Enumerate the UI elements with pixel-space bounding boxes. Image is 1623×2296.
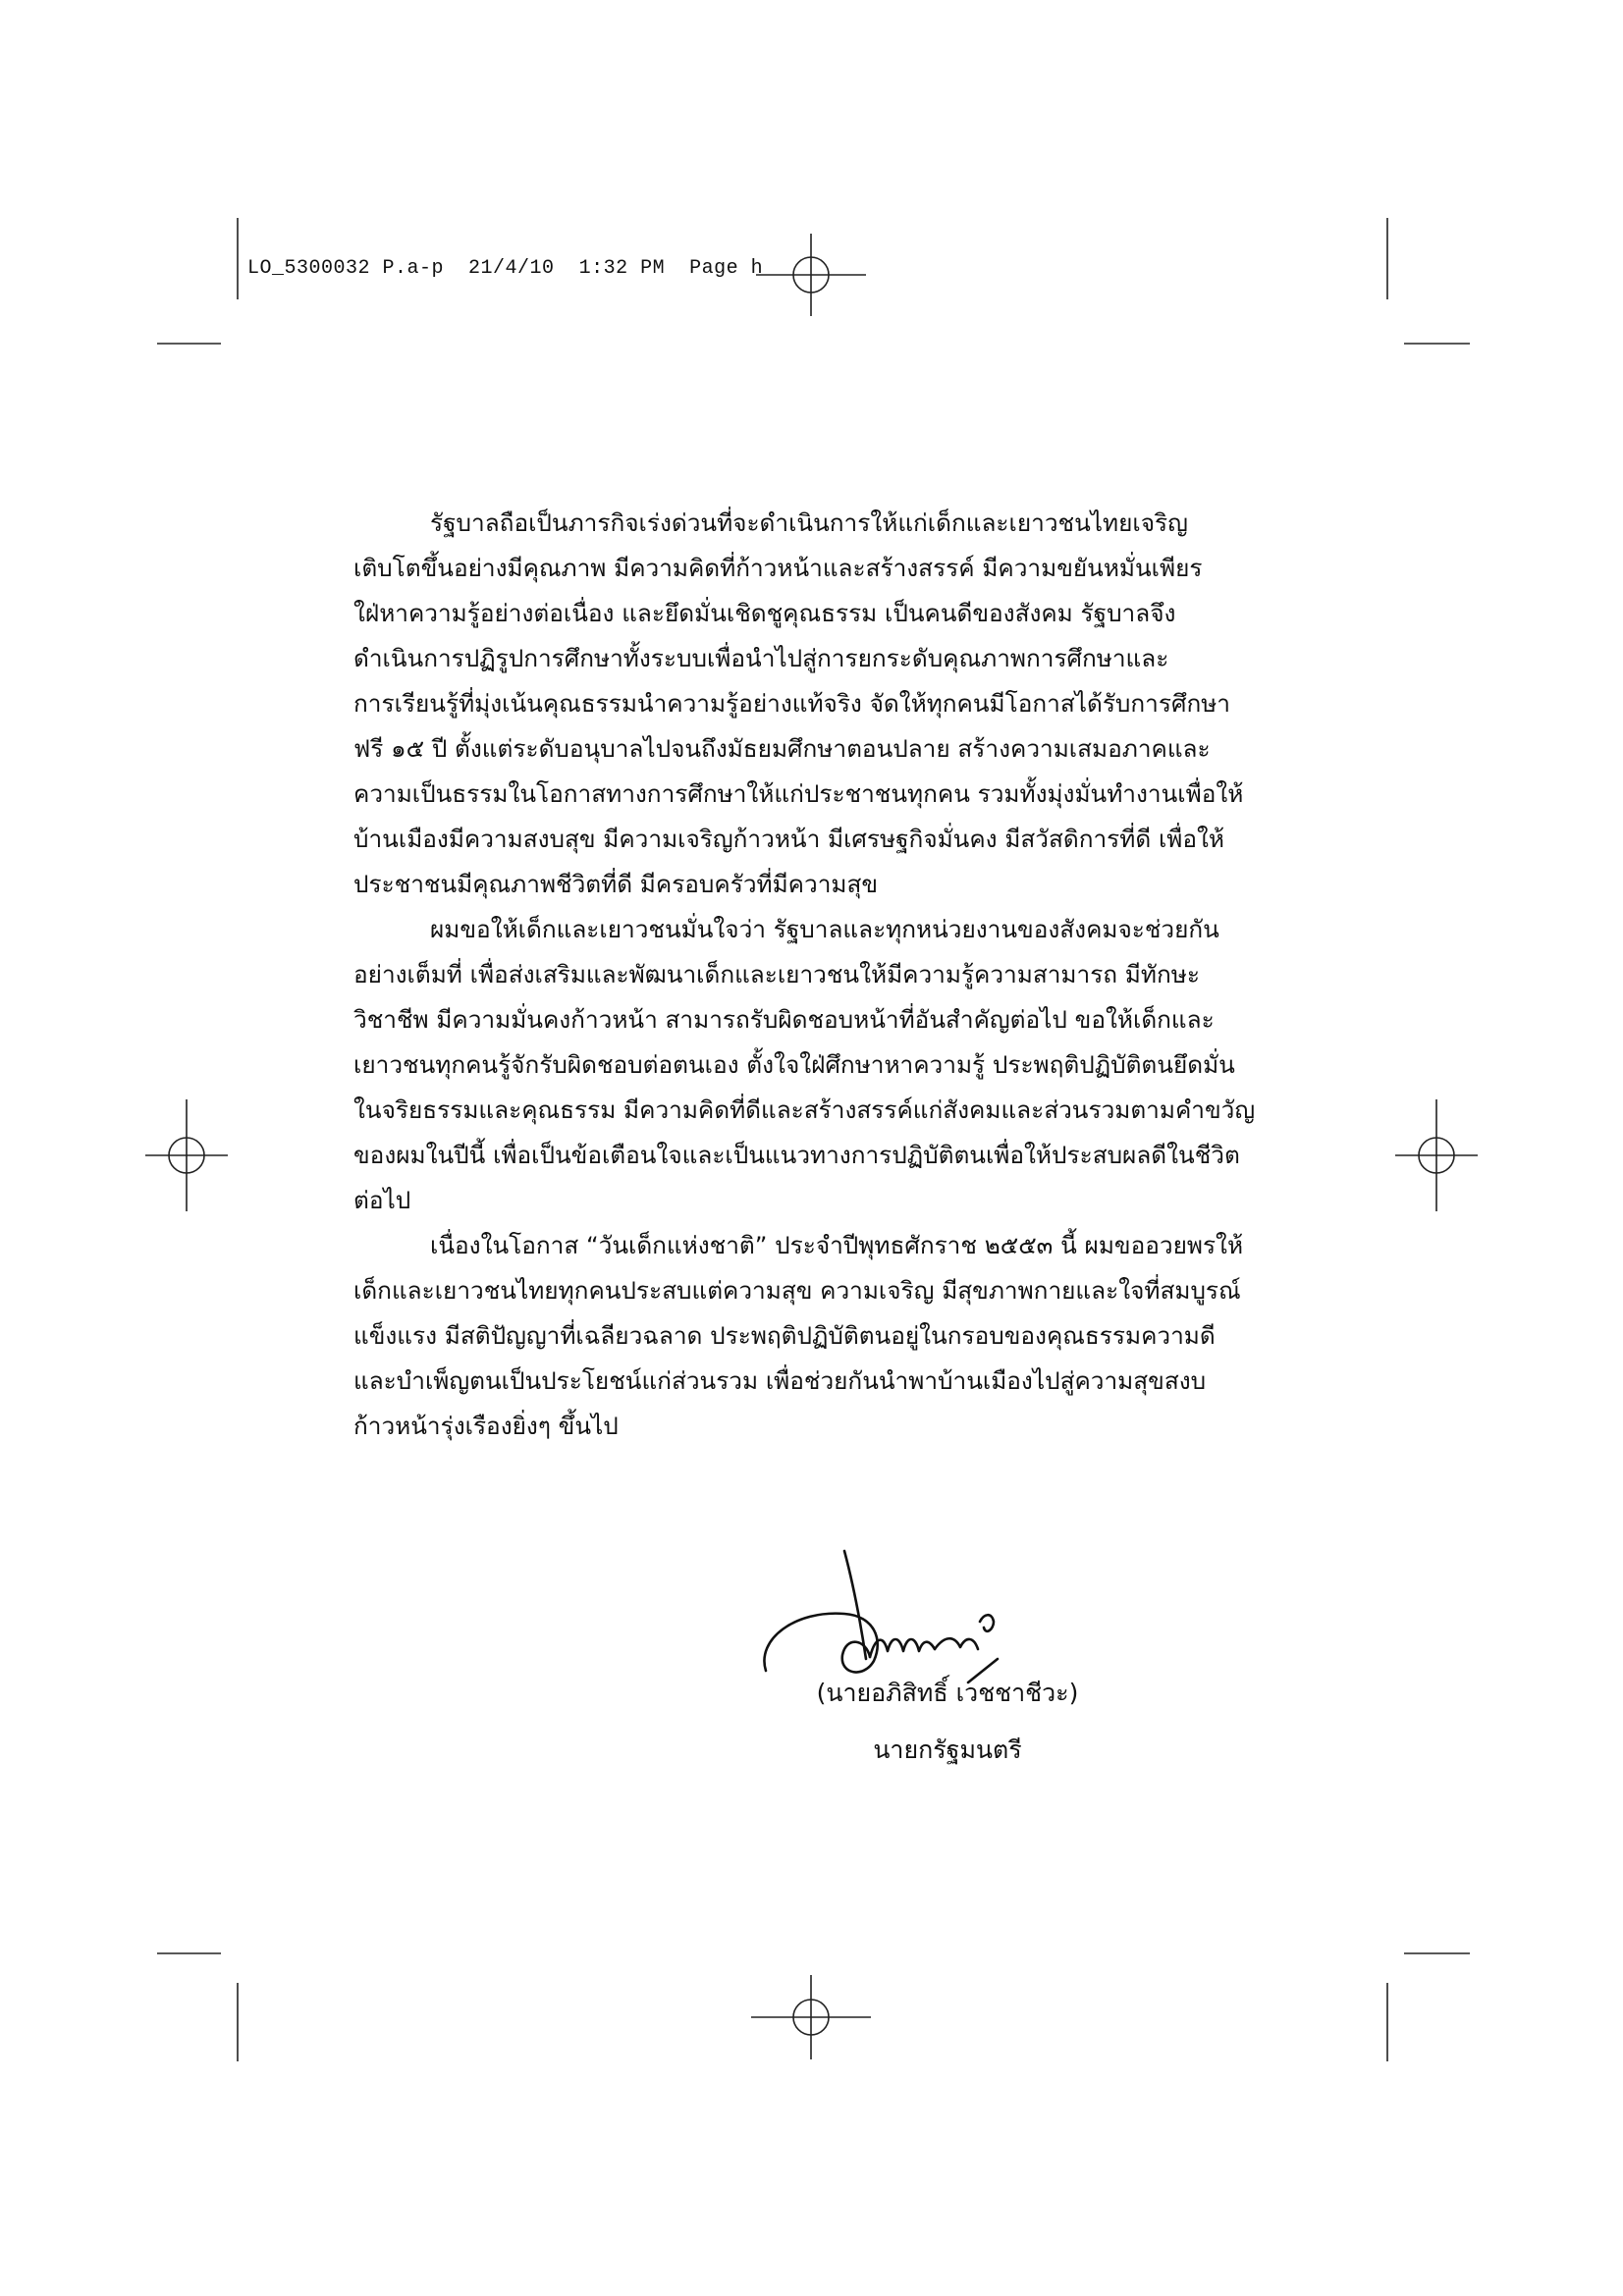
text-line: เติบโตขึ้นอย่างมีคุณภาพ มีความคิดที่ก้าวหน้าและสร้างสรรค์ มีความขยันหมั่นเพียร (353, 554, 1203, 582)
text-line: อย่างเต็มที่ เพื่อส่งเสริมและพัฒนาเด็กและเยาวชนให้มีความรู้ความสามารถ มีทักษะ (353, 960, 1200, 988)
text-line: ในจริยธรรมและคุณธรรม มีความคิดที่ดีและสร้างสรรค์แก่สังคมและส่วนรวมตามคำขวัญ (353, 1095, 1256, 1124)
text-line: บ้านเมืองมีความสงบสุข มีความเจริญก้าวหน้า มีเศรษฐกิจมั่นคง มีสวัสดิการที่ดี เพื่อให้ (353, 825, 1225, 853)
text-line: ผมขอให้เด็กและเยาวชนมั่นใจว่า รัฐบาลและทุกหน่วยงานของสังคมจะช่วยกัน (430, 915, 1219, 943)
paragraph-3 (353, 1223, 1267, 1449)
paragraph-2 (353, 907, 1267, 1223)
text-line: รัฐบาลถือเป็นภารกิจเร่งด่วนที่จะดำเนินการให้แก่เด็กและเยาวชนไทยเจริญ (430, 508, 1188, 537)
text-line: ดำเนินการปฏิรูปการศึกษาทั้งระบบเพื่อนำไปสู่การยกระดับคุณภาพการศึกษาและ (353, 644, 1169, 672)
text-line: ก้าวหน้ารุ่งเรืองยิ่งๆ ขึ้นไป (353, 1412, 619, 1440)
text-line: วิชาชีพ มีความมั่นคงก้าวหน้า สามารถรับผิดชอบหน้าที่อันสำคัญต่อไป ขอให้เด็กและ (353, 1005, 1215, 1034)
text-line: และบำเพ็ญตนเป็นประโยชน์แก่ส่วนรวม เพื่อช่วยกันนำพาบ้านเมืองไปสู่ความสุขสงบ (353, 1366, 1207, 1395)
text-line: ต่อไป (353, 1186, 411, 1214)
text-line: ประชาชนมีคุณภาพชีวิตที่ดี มีครอบครัวที่มีความสุข (353, 870, 879, 898)
registration-mark-top (756, 234, 866, 316)
text-line: ใฝ่หาความรู้อย่างต่อเนื่อง และยึดมั่นเชิดชูคุณธรรม เป็นคนดีของสังคม รัฐบาลจึง (353, 599, 1176, 627)
paragraph-1 (353, 501, 1267, 907)
text-line: แข็งแรง มีสติปัญญาที่เฉลียวฉลาด ประพฤติปฏิบัติตนอยู่ในกรอบของคุณธรรมความดี (353, 1321, 1216, 1350)
registration-mark-right (1395, 1099, 1478, 1211)
slug-file: LO_5300032 P.a-p (247, 257, 445, 280)
text-line: ความเป็นธรรมในโอกาสทางการศึกษาให้แก่ประชาชนทุกคน รวมทั้งมุ่งมั่นทำงานเพื่อให้ (353, 779, 1244, 808)
text-line: ฟรี ๑๕ ปี ตั้งแต่ระดับอนุบาลไปจนถึงมัธยมศึกษาตอนปลาย สร้างความเสมอภาคและ (353, 734, 1211, 763)
text-line: เยาวชนทุกคนรู้จักรับผิดชอบต่อตนเอง ตั้งใจใฝ่ศึกษาหาความรู้ ประพฤติปฏิบัติตนยึดมั่น (353, 1050, 1235, 1079)
text-line: ของผมในปีนี้ เพื่อเป็นข้อเตือนใจและเป็นแนวทางการปฏิบัติตนเพื่อให้ประสบผลดีในชีวิต (353, 1141, 1240, 1169)
text-line: เนื่องในโอกาส “วันเด็กแห่งชาติ” ประจำปีพุทธศักราช ๒๕๕๓ นี้ ผมขออวยพรให้ (430, 1231, 1244, 1259)
registration-mark-bottom (751, 1975, 871, 2059)
slug-page: Page h (689, 257, 764, 280)
registration-mark-left (145, 1099, 228, 1211)
letter-body (353, 501, 1267, 1449)
slug-date: 21/4/10 (468, 257, 555, 280)
signatory-title: นายกรัฐมนตรี (873, 1735, 1022, 1764)
slug-time: 1:32 PM (578, 257, 666, 280)
signatory-name: (นายอภิสิทธิ์ เวชชาชีวะ) (816, 1679, 1079, 1707)
text-line: เด็กและเยาวชนไทยทุกคนประสบแต่ความสุข ความเจริญ มีสุขภาพกายและใจที่สมบูรณ์ (353, 1276, 1241, 1305)
text-line: การเรียนรู้ที่มุ่งเน้นคุณธรรมนำความรู้อย่างแท้จริง จัดให้ทุกคนมีโอกาสได้รับการศึกษา (353, 689, 1230, 718)
